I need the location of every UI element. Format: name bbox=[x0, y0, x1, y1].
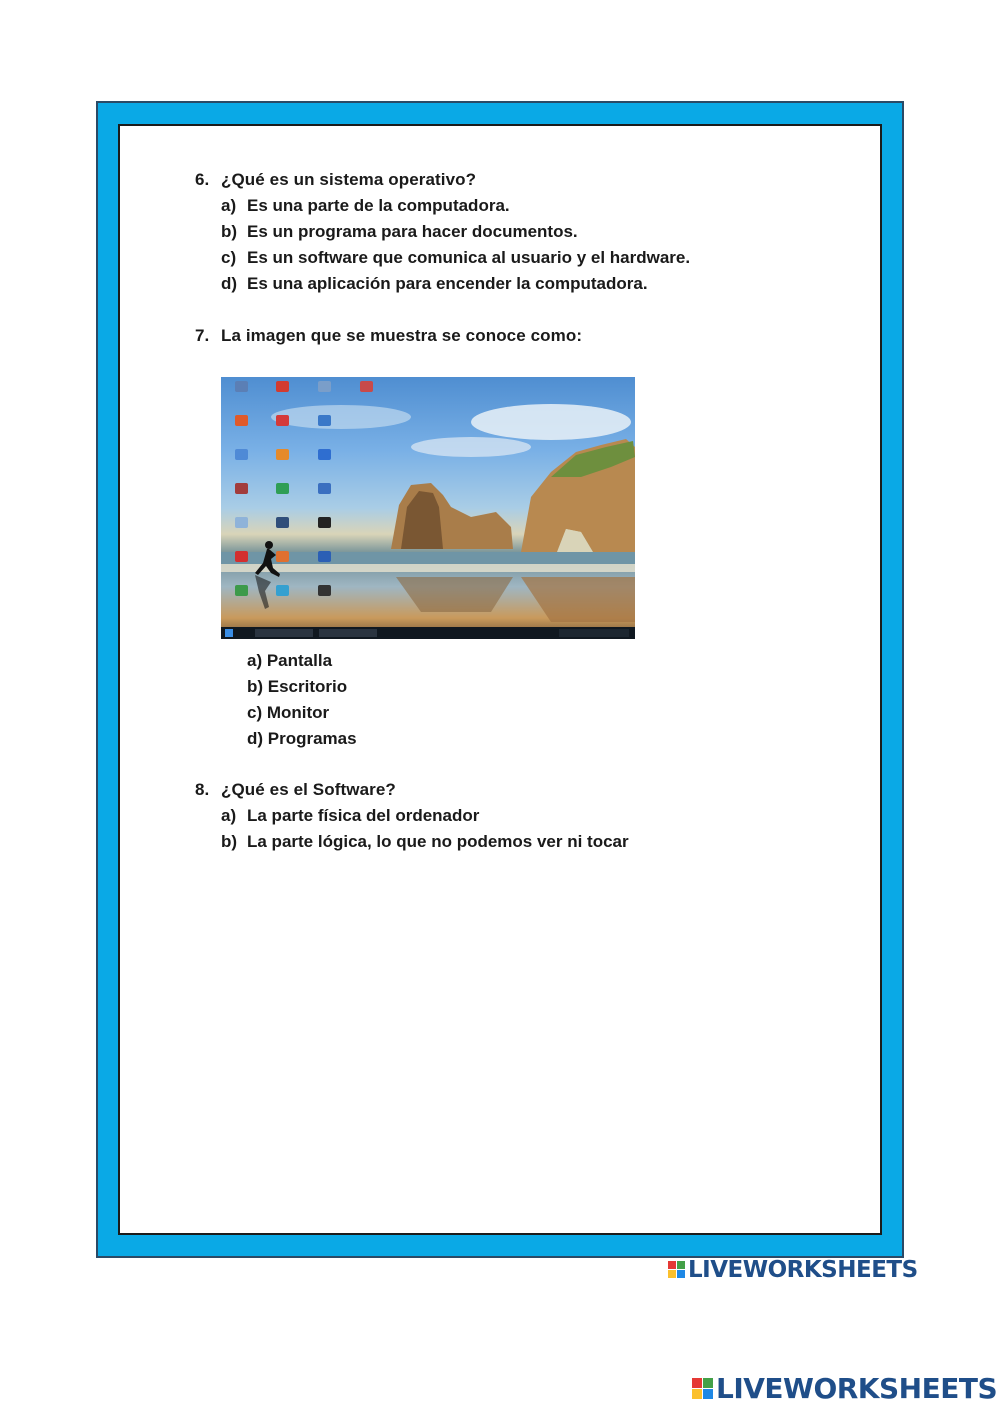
app-icon bbox=[276, 585, 289, 596]
question-text: ¿Qué es un sistema operativo? bbox=[221, 170, 477, 189]
app-icon bbox=[235, 551, 248, 562]
question-8 bbox=[195, 780, 396, 800]
app-icon bbox=[276, 449, 289, 460]
app-icon bbox=[318, 415, 331, 426]
question-6-option-c[interactable]: c) Es un software que comunica al usuario y el hardware. bbox=[221, 248, 691, 267]
liveworksheets-footer-logo: LIVEWORKSHEETS bbox=[692, 1372, 997, 1405]
taskbar-item bbox=[319, 629, 377, 637]
app-icon bbox=[235, 517, 248, 528]
liveworksheets-logo: LIVEWORKSHEETS bbox=[668, 1257, 918, 1283]
question-6-option-b[interactable]: b) Es un programa para hacer documentos. bbox=[221, 222, 578, 241]
app-icon bbox=[235, 585, 248, 596]
question-7-option-d[interactable]: d) Programas bbox=[247, 729, 357, 748]
question-8-option-b[interactable]: b) La parte lógica, lo que no podemos ver ni tocar bbox=[221, 832, 629, 851]
app-icon bbox=[318, 449, 331, 460]
app-icon bbox=[318, 551, 331, 562]
question-7-option-b[interactable]: b) Escritorio bbox=[247, 677, 348, 696]
question-6-option-d[interactable]: d) Es una aplicación para encender la computadora. bbox=[221, 274, 648, 293]
app-icon bbox=[360, 381, 373, 392]
question-number: 7. bbox=[195, 326, 210, 345]
question-text: La imagen que se muestra se conoce como: bbox=[221, 326, 583, 345]
question-number: 6. bbox=[195, 170, 210, 189]
question-text: ¿Qué es el Software? bbox=[221, 780, 396, 799]
app-icon bbox=[318, 483, 331, 494]
desktop-screenshot-image bbox=[221, 377, 635, 639]
question-6 bbox=[195, 170, 476, 190]
question-8-option-a[interactable]: a) La parte física del ordenador bbox=[221, 806, 480, 825]
chrome-icon bbox=[276, 381, 289, 392]
app-icon bbox=[276, 415, 289, 426]
app-icon bbox=[235, 483, 248, 494]
recycle-bin-icon bbox=[235, 381, 248, 392]
question-7-option-a[interactable]: a) Pantalla bbox=[247, 651, 333, 670]
taskbar-item bbox=[255, 629, 313, 637]
app-icon bbox=[318, 517, 331, 528]
liveworksheets-logo-icon bbox=[668, 1261, 686, 1279]
app-icon bbox=[318, 381, 331, 392]
question-7 bbox=[195, 326, 582, 346]
app-icon bbox=[318, 585, 331, 596]
app-icon bbox=[235, 415, 248, 426]
app-icon bbox=[276, 517, 289, 528]
start-icon bbox=[225, 629, 233, 637]
app-icon bbox=[276, 551, 289, 562]
system-tray bbox=[559, 629, 629, 637]
app-icon bbox=[235, 449, 248, 460]
question-7-option-c[interactable]: c) Monitor bbox=[247, 703, 330, 722]
taskbar bbox=[221, 627, 635, 639]
question-6-option-a[interactable]: a) Es una parte de la computadora. bbox=[221, 196, 510, 215]
app-icon bbox=[276, 483, 289, 494]
liveworksheets-logo-icon bbox=[692, 1378, 714, 1400]
question-number: 8. bbox=[195, 780, 210, 799]
